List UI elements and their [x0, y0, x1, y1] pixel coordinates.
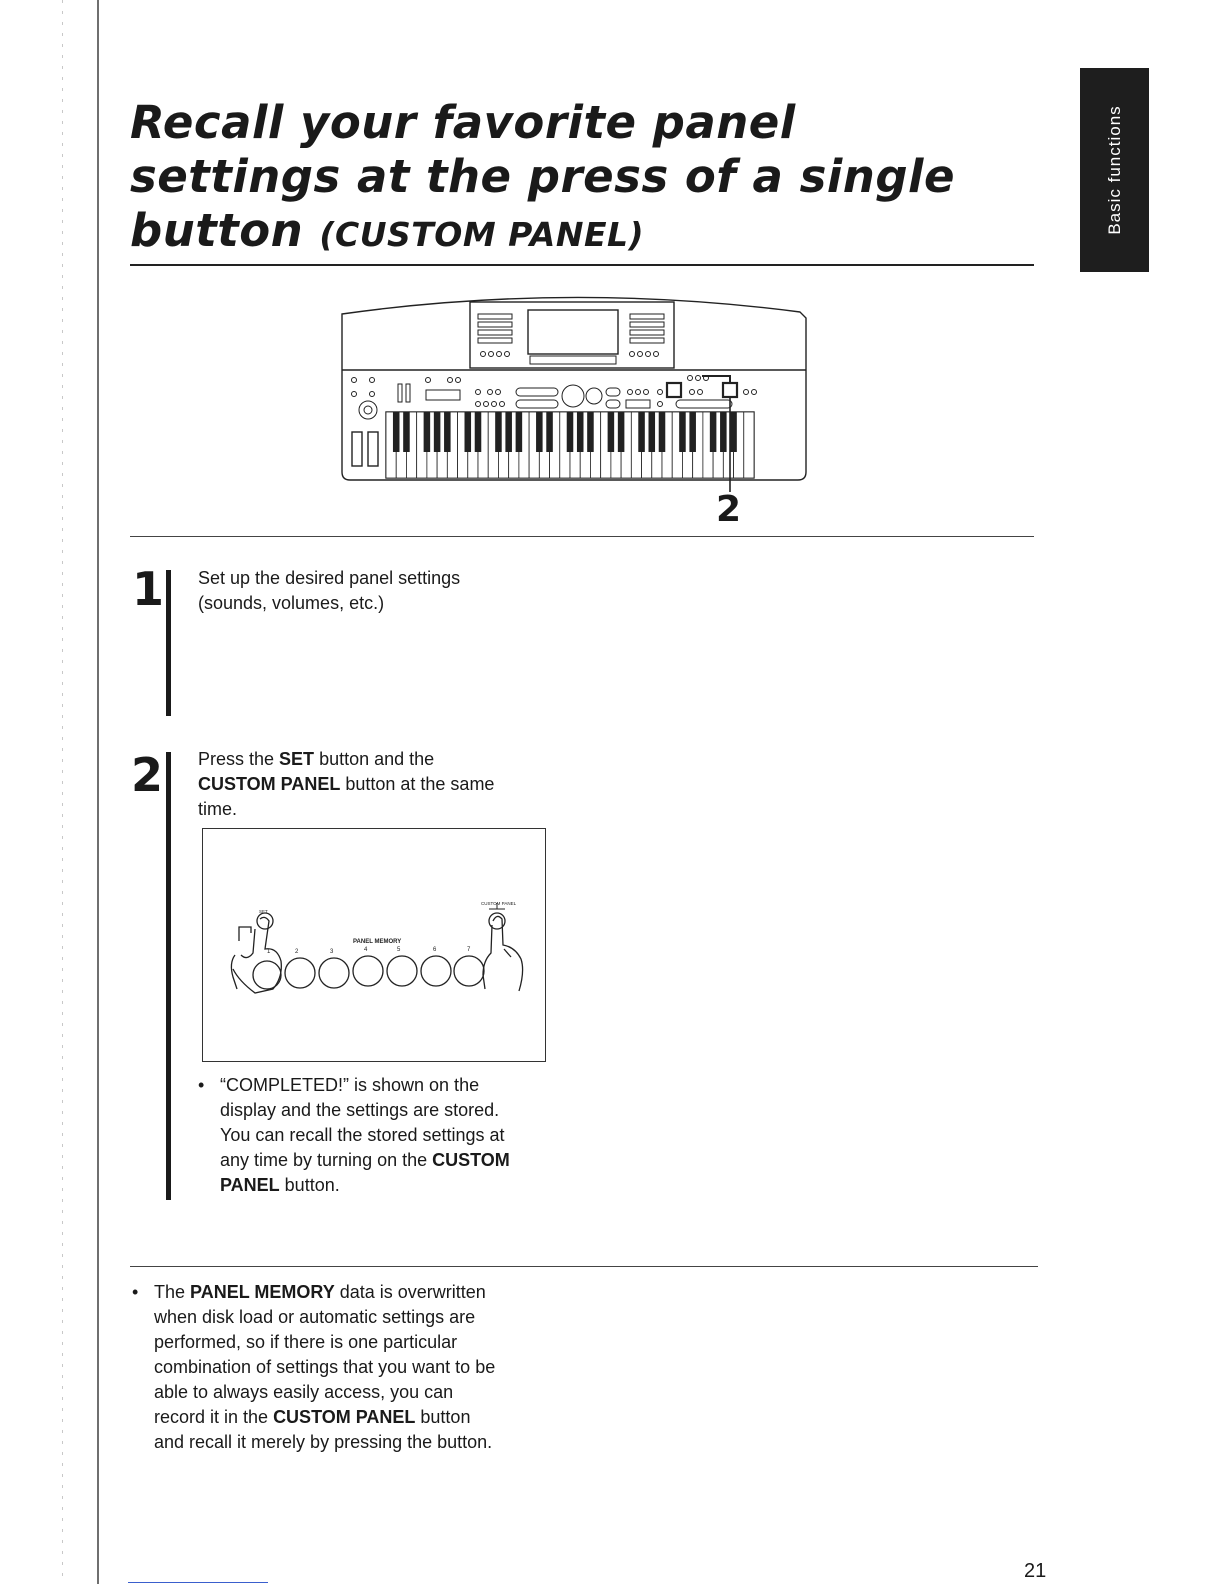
memory-number-2: 2 [295, 949, 299, 955]
footer-line [128, 1582, 268, 1583]
note-line-7: and recall it merely by pressing the button. [154, 1432, 493, 1452]
black-key [475, 412, 482, 452]
black-key [444, 412, 451, 452]
binding-edge [97, 0, 99, 1584]
step-2-result [198, 1073, 558, 1198]
title-line-2: settings at the press of a single [130, 150, 955, 203]
custom-panel-label: CUSTOM PANEL [481, 901, 517, 906]
keyboard-illustration [330, 282, 810, 492]
result-line-2: display and the settings are stored. [220, 1100, 500, 1120]
step-1-bar [166, 570, 171, 716]
black-key [536, 412, 543, 452]
step-1-line-1: Set up the desired panel settings [198, 568, 461, 588]
black-key [546, 412, 553, 452]
black-key [587, 412, 594, 452]
black-key [577, 412, 584, 452]
note-line-6-a: record it in the [154, 1407, 274, 1427]
step-2-text-a: Press the [198, 749, 280, 769]
black-key [638, 412, 645, 452]
black-key [689, 412, 696, 452]
black-key [424, 412, 431, 452]
note-line-6 [154, 1405, 495, 1430]
step-1-text [198, 566, 460, 616]
black-key [505, 412, 512, 452]
black-key [710, 412, 717, 452]
result-line-5-text: button. [279, 1175, 340, 1195]
memory-number-3: 3 [330, 949, 334, 955]
note-bullet [132, 1280, 572, 1455]
note-text [154, 1280, 495, 1455]
note-line-6-bold: CUSTOM PANEL [273, 1407, 416, 1427]
step-2-line-2 [198, 772, 494, 797]
black-key [516, 412, 523, 452]
title-line-3-parenthetical: (CUSTOM PANEL) [319, 215, 645, 254]
black-key [679, 412, 686, 452]
step-2-text-b: button and the [314, 749, 435, 769]
black-key [403, 412, 410, 452]
button-figure [202, 828, 546, 1062]
section-tab-label: Basic functions [1104, 105, 1124, 235]
note-line-4: combination of settings that you want to be [154, 1357, 496, 1377]
right-hand-icon [483, 916, 523, 991]
title-line-3: button [130, 204, 320, 257]
set-button [257, 913, 273, 929]
black-key [393, 412, 400, 452]
result-line-3: You can recall the stored settings at [220, 1125, 505, 1145]
step-1-line-2: (sounds, volumes, etc.) [198, 593, 385, 613]
button-figure-drawing [203, 829, 544, 1060]
note-line-6-b: button [415, 1407, 471, 1427]
black-key [659, 412, 666, 452]
step-1-number: 1 [132, 562, 165, 616]
black-key [465, 412, 472, 452]
memory-number-6: 6 [433, 947, 437, 953]
note-bullet-icon: • [132, 1282, 139, 1302]
memory-button-2 [285, 958, 315, 988]
memory-number-5: 5 [397, 947, 401, 953]
memory-number-4: 4 [364, 947, 368, 953]
note-line-5: able to always easily access, you can [154, 1382, 454, 1402]
result-line-5-bold: PANEL [220, 1175, 280, 1195]
step-2-number: 2 [131, 748, 164, 802]
memory-number-1: 1 [267, 949, 271, 955]
memory-button-5 [387, 956, 417, 986]
set-label: SET [259, 909, 268, 914]
step-2-bar [166, 752, 171, 1200]
note-line-1-a: The [154, 1282, 191, 1302]
page-title [130, 96, 1030, 262]
result-line-4-text: any time by turning on the [220, 1150, 433, 1170]
memory-button-7 [454, 956, 484, 986]
section-divider [130, 536, 1034, 537]
memory-number-7: 7 [467, 947, 471, 953]
step-2-text [198, 747, 494, 822]
result-line-4 [220, 1148, 510, 1173]
callout-number: 2 [716, 489, 742, 530]
black-key [649, 412, 656, 452]
result-line-1: “COMPLETED!” is shown on the [220, 1075, 480, 1095]
black-key [608, 412, 615, 452]
black-key [730, 412, 737, 452]
memory-button-3 [319, 958, 349, 988]
result-line-5 [220, 1173, 510, 1198]
memory-button-4 [353, 956, 383, 986]
binding-holes [62, 0, 63, 1584]
result-bullet-text [220, 1073, 510, 1198]
black-key [434, 412, 441, 452]
step-2-line-1 [198, 747, 494, 772]
black-key [720, 412, 727, 452]
note-line-2: when disk load or automatic settings are [154, 1307, 476, 1327]
section-tab [1080, 68, 1149, 272]
set-button-name: SET [279, 749, 315, 769]
step-2-text-c: button at the same [340, 774, 495, 794]
memory-button-6 [421, 956, 451, 986]
title-line-1: Recall your favorite panel [130, 96, 796, 149]
title-underline [130, 264, 1034, 266]
page-number: 21 [1024, 1560, 1047, 1582]
result-line-4-bold: CUSTOM [432, 1150, 510, 1170]
panel-memory-note [132, 1280, 572, 1455]
left-hand-icon [231, 917, 281, 993]
result-bullet [198, 1073, 558, 1198]
panel-memory-label: PANEL MEMORY [353, 939, 402, 945]
note-line-1-bold: PANEL MEMORY [190, 1282, 335, 1302]
note-divider [130, 1266, 1038, 1267]
black-key [618, 412, 625, 452]
note-line-1-b: data is overwritten [334, 1282, 486, 1302]
bullet-icon: • [198, 1075, 205, 1095]
black-key [495, 412, 502, 452]
note-line-1 [154, 1280, 495, 1305]
custom-panel-button-name: CUSTOM PANEL [198, 774, 341, 794]
note-line-3: performed, so if there is one particular [154, 1332, 458, 1352]
step-2-line-3: time. [198, 799, 238, 819]
black-key [567, 412, 574, 452]
white-key [744, 412, 754, 478]
